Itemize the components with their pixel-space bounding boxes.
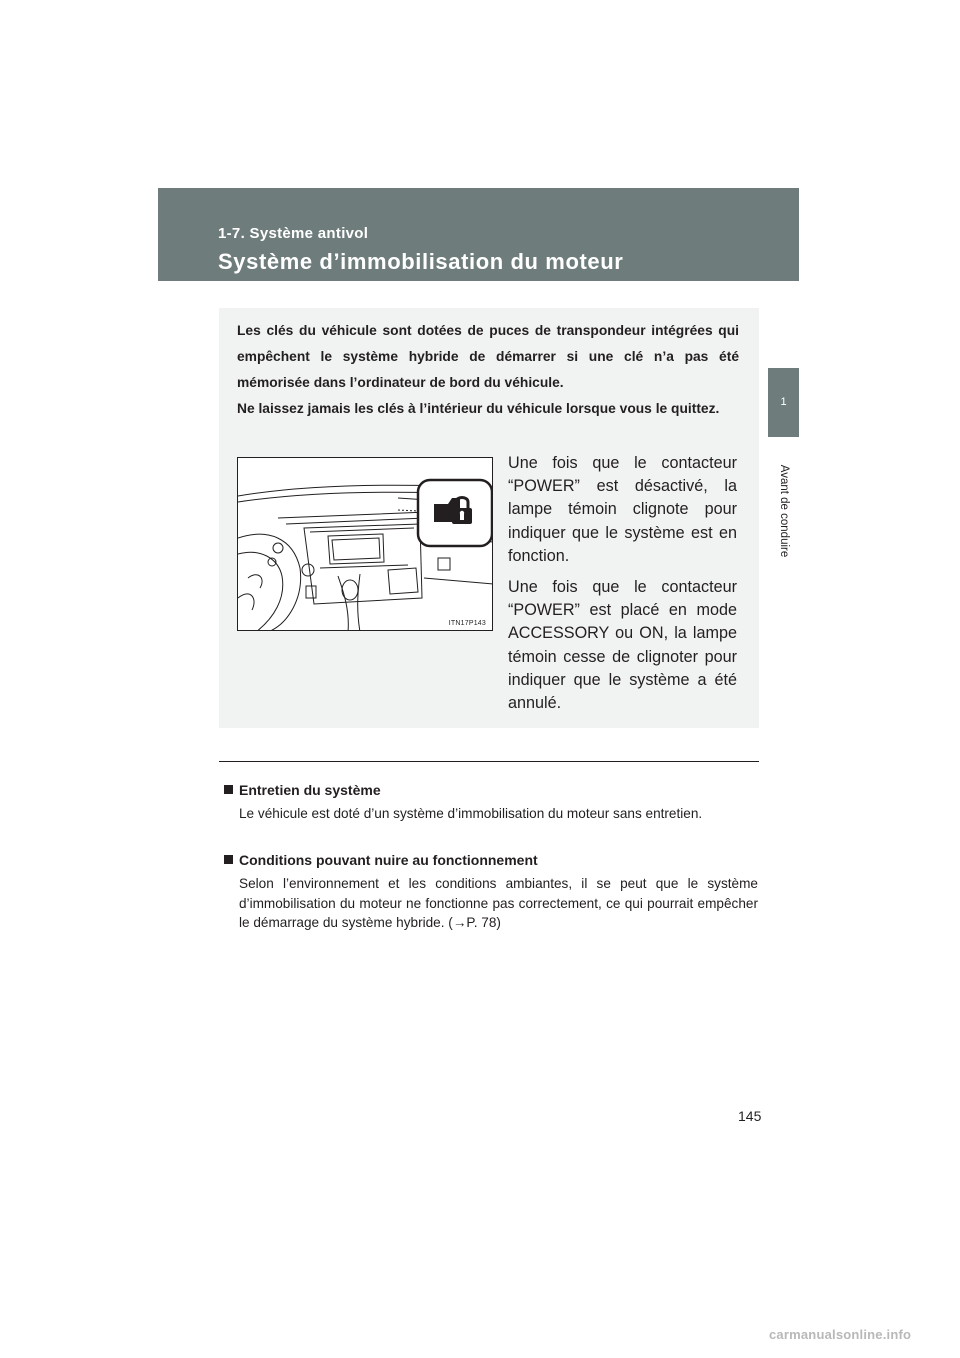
chapter-side-label bbox=[768, 448, 799, 574]
note-operating-conditions bbox=[224, 850, 758, 933]
indicator-descriptions bbox=[508, 452, 737, 723]
description-power-on: Une fois que le contacteur “POWER” est placé en mode ACCESSORY ou ON, la lampe témoin cesse de clignoter pour indiquer que le système a été annulé. bbox=[508, 578, 737, 713]
intro-box bbox=[219, 308, 759, 728]
intro-paragraph-2: Ne laissez jamais les clés à l’intérieur du véhicule lorsque vous le quittez. bbox=[237, 401, 720, 416]
section-divider bbox=[219, 761, 759, 762]
immobilizer-indicator-icon bbox=[418, 480, 492, 546]
bullet-square-icon bbox=[224, 785, 233, 794]
bullet-square-icon bbox=[224, 855, 233, 864]
intro-paragraph-1: Les clés du véhicule sont dotées de puces de transpondeur intégrées qui empêchent le système hybride de démarrer si une clé n’a pas été mémorisée dans l’ordinateur de bord du véhicule. bbox=[237, 323, 739, 390]
note-body: Selon l’environnement et les conditions ambiantes, il se peut que le système d’immobilisation du moteur ne fonctionne pas correctement, ce qui pourrait empêcher le démarrage du système hybride. (→P. 78) bbox=[239, 876, 758, 930]
figure-code: ITN17P143 bbox=[448, 620, 486, 627]
dashboard-illustration bbox=[237, 457, 493, 631]
chapter-label: Avant de conduire bbox=[777, 464, 790, 558]
description-power-off: Une fois que le contacteur “POWER” est désactivé, la lampe témoin clignote pour indiquer que le système est en fonction. bbox=[508, 454, 737, 565]
section-label: 1-7. Système antivol bbox=[218, 225, 369, 242]
note-title: Conditions pouvant nuire au fonctionnement bbox=[239, 852, 538, 868]
watermark: carmanualsonline.info bbox=[769, 1327, 912, 1342]
dashboard-drawing bbox=[238, 458, 493, 631]
chapter-number: 1 bbox=[780, 396, 787, 408]
note-title: Entretien du système bbox=[239, 782, 381, 798]
page-title: Système d’immobilisation du moteur bbox=[218, 249, 624, 274]
note-maintenance bbox=[224, 780, 758, 824]
chapter-tab bbox=[768, 368, 799, 437]
page-number: 145 bbox=[738, 1108, 762, 1124]
chapter-header bbox=[158, 188, 799, 281]
note-body: Le véhicule est doté d’un système d’immobilisation du moteur sans entretien. bbox=[239, 806, 703, 821]
